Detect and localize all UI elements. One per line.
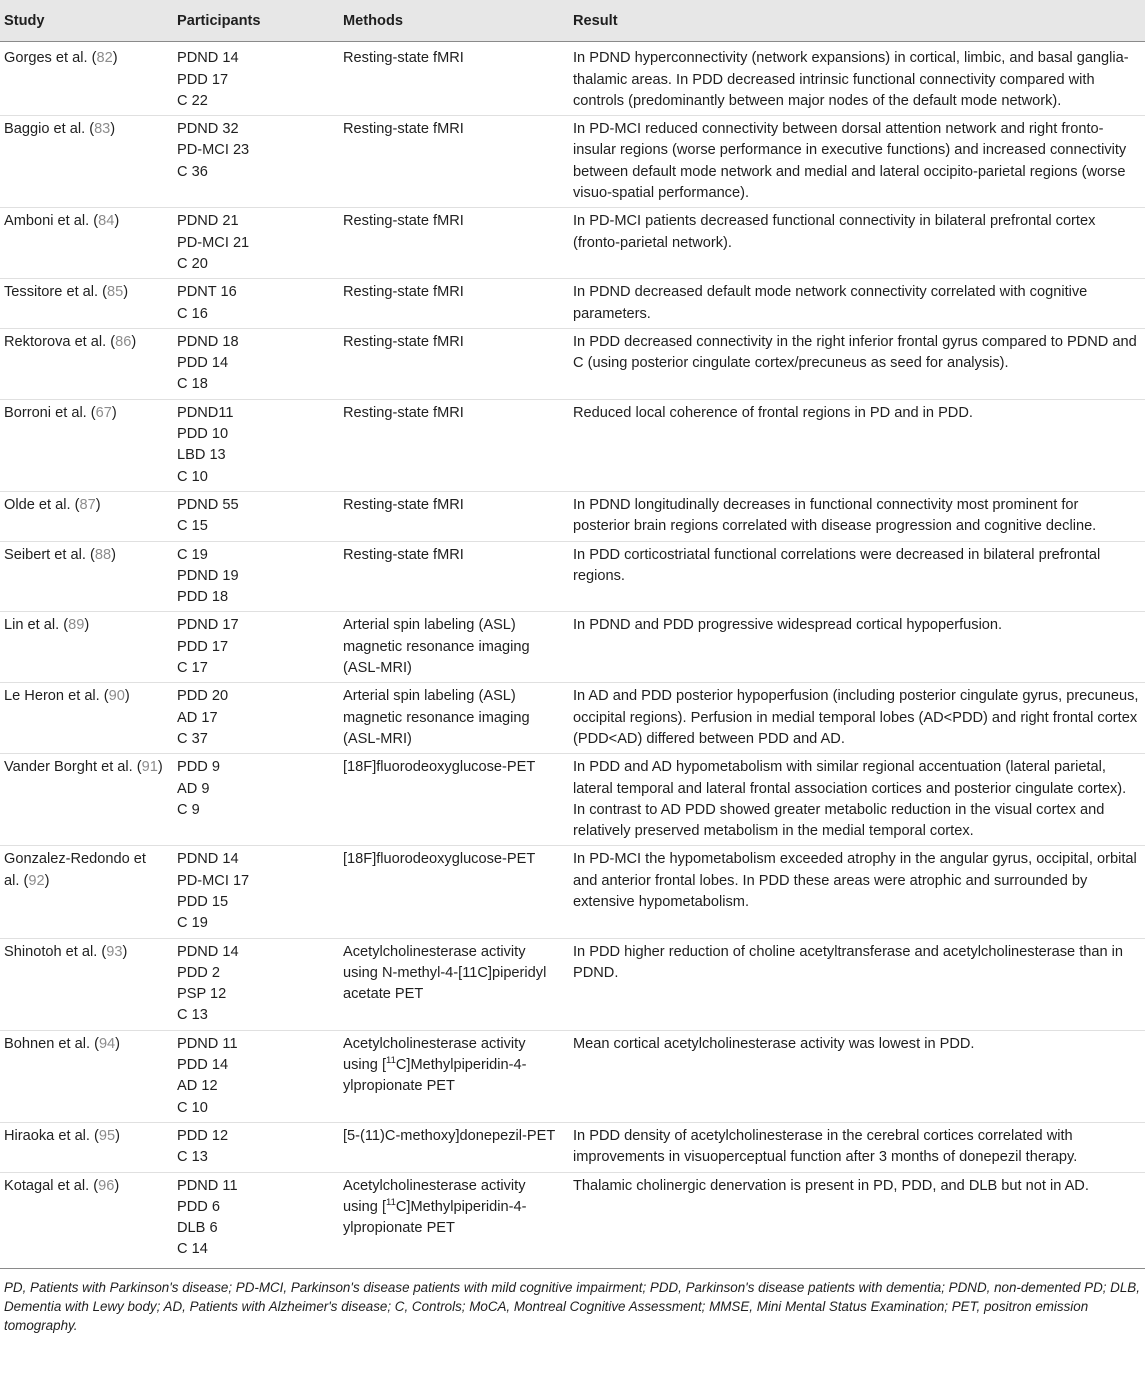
participant-group: C 18 <box>177 376 208 393</box>
participant-group: PDND 14 <box>177 851 239 868</box>
study-cell: Tessitore et al. (85) <box>0 279 171 329</box>
participants-cell <box>171 938 337 1030</box>
participants-cell <box>171 116 337 208</box>
study-name: Olde et al. <box>4 496 71 513</box>
participant-group: PDD 17 <box>177 638 229 655</box>
table-row <box>0 279 1145 329</box>
reference-link[interactable]: 82 <box>96 50 113 67</box>
study-cell: Gorges et al. (82) <box>4 50 118 67</box>
study-cell: Borroni et al. (67) <box>0 399 171 491</box>
study-cell: Seibert et al. (88) <box>0 541 171 612</box>
reference-link[interactable]: 95 <box>98 1127 116 1144</box>
study-name: Kotagal et al. <box>4 1177 90 1194</box>
table-row <box>0 754 1145 846</box>
reference-link[interactable]: 84 <box>98 213 115 230</box>
reference-link[interactable]: 67 <box>95 404 112 421</box>
methods-cell: Resting-state fMRI <box>337 116 567 208</box>
study-name: Lin et al. <box>4 617 60 634</box>
study-cell: Hiraoka et al. (95) <box>0 1122 171 1172</box>
header-participants: Participants <box>171 0 337 42</box>
participant-group: PDND11 <box>177 404 234 421</box>
reference-link[interactable]: 91 <box>141 759 158 776</box>
participant-group: PDD 2 <box>177 964 220 981</box>
result-cell: In PDD and AD hypometabolism with similar regional accentuation (lateral parietal, lateral temporal and lateral frontal association cortices and posterior cingulate cortex). In contrast to AD PDD showed greater metabolic reduction in the visual cortex and relatively preserved metabolism in the medial temporal cortex. <box>567 754 1145 846</box>
methods-cell: Arterial spin labeling (ASL) magnetic resonance imaging (ASL-MRI) <box>337 612 567 683</box>
reference-link[interactable]: 89 <box>68 617 85 634</box>
result-cell: In AD and PDD posterior hypoperfusion (including posterior cingulate gyrus, precuneus, occipital regions). Perfusion in medial temporal lobes (AD<PDD) and right frontal cortex (PDD<AD) differed between PDD and AD. <box>567 683 1145 754</box>
header-methods: Methods <box>337 0 567 42</box>
methods-text: Acetylcholinesterase activity using [ <box>343 1035 526 1074</box>
participant-group: C 37 <box>177 730 208 747</box>
participant-group: PD-MCI 21 <box>177 234 250 251</box>
participant-group: AD 12 <box>177 1078 218 1095</box>
table-row <box>0 683 1145 754</box>
participant-group: PDD 10 <box>177 426 229 443</box>
study-name: Le Heron et al. <box>4 688 100 705</box>
participant-group: PDND 19 <box>177 567 239 584</box>
table-header <box>0 0 1145 42</box>
participant-group: PDND 11 <box>177 1035 238 1052</box>
reference-link[interactable]: 92 <box>28 872 45 889</box>
study-name: Hiraoka et al. <box>4 1127 90 1144</box>
methods-cell: [18F]fluorodeoxyglucose-PET <box>337 846 567 938</box>
study-cell: Amboni et al. (84) <box>0 208 171 279</box>
study-cell: Bohnen et al. (94) <box>0 1030 171 1122</box>
header-row <box>0 0 1145 42</box>
participant-group: AD 9 <box>177 780 210 797</box>
study-cell: Gonzalez-Redondo et al. (92) <box>0 846 171 938</box>
participant-group: PDD 18 <box>177 589 229 606</box>
study-cell: Lin et al. (89) <box>0 612 171 683</box>
reference-link[interactable]: 86 <box>115 333 132 350</box>
reference-link[interactable]: 93 <box>106 943 123 960</box>
participant-group: C 20 <box>177 255 208 272</box>
study-name: Amboni et al. <box>4 213 90 230</box>
methods-text: Acetylcholinesterase activity using [ <box>343 1177 526 1215</box>
methods-cell: Resting-state fMRI <box>337 541 567 612</box>
participant-group: C 19 <box>177 546 208 563</box>
participant-group: PDND 14 <box>177 943 239 960</box>
participant-group: C 14 <box>177 1241 208 1258</box>
participant-group: PDD 14 <box>177 355 229 372</box>
participant-group: C 16 <box>177 305 208 322</box>
participant-group: PDD 9 <box>177 759 220 776</box>
participants-cell <box>171 208 337 279</box>
study-cell: Shinotoh et al. (93) <box>0 938 171 1030</box>
participant-group: PDND 21 <box>177 213 239 230</box>
study-cell: Kotagal et al. (96) <box>0 1172 171 1268</box>
study-name: Rektorova et al. <box>4 333 107 350</box>
methods-cell <box>337 1030 567 1122</box>
participant-group: PDND 55 <box>177 496 239 513</box>
participant-group: C 13 <box>177 1007 208 1024</box>
result-cell: In PDD higher reduction of choline acetyltransferase and acetylcholinesterase than in PDND. <box>567 938 1145 1030</box>
study-name: Gorges et al. <box>4 50 88 67</box>
methods-text: C]Methylpiperidin-4-ylpropionate PET <box>343 1057 527 1095</box>
study-cell: Le Heron et al. (90) <box>0 683 171 754</box>
table-row <box>0 1122 1145 1172</box>
study-name: Baggio et al. <box>4 121 86 138</box>
study-name: Bohnen et al. <box>4 1035 91 1052</box>
result-cell: In PDND decreased default mode network connectivity correlated with cognitive parameters. <box>567 279 1145 329</box>
reference-link[interactable]: 85 <box>107 284 124 301</box>
methods-cell: [18F]fluorodeoxyglucose-PET <box>337 754 567 846</box>
result-cell: In PDND and PDD progressive widespread cortical hypoperfusion. <box>567 612 1145 683</box>
participants-cell <box>171 491 337 541</box>
participant-group: AD 17 <box>177 709 218 726</box>
methods-cell: Acetylcholinesterase activity using N-methyl-4-[11C]piperidyl acetate PET <box>337 938 567 1030</box>
study-name: Vander Borght et al. <box>4 759 133 776</box>
participant-group: C 10 <box>177 1099 208 1116</box>
participant-group: PDND 32 <box>177 121 239 138</box>
participants-cell <box>171 328 337 399</box>
participants-cell <box>171 1030 337 1122</box>
participants-cell <box>171 612 337 683</box>
participants-cell <box>171 846 337 938</box>
header-result: Result <box>567 0 1145 42</box>
participants-cell <box>171 1172 337 1268</box>
isotope-superscript: 11 <box>386 1055 396 1067</box>
result-cell: In PD-MCI reduced connectivity between dorsal attention network and right fronto-insular regions (worse performance in executive functions) and increased connectivity between default mode network and medial and lateral occipito-parietal regions (worse visuo-spatial performance). <box>567 116 1145 208</box>
table-row <box>0 846 1145 938</box>
result-cell: In PDD decreased connectivity in the right inferior frontal gyrus compared to PDND and C (using posterior cingulate cortex/precuneus as seed for analysis). <box>567 328 1145 399</box>
table-row <box>0 116 1145 208</box>
study-cell: Vander Borght et al. (91) <box>0 754 171 846</box>
participant-group: C 22 <box>177 92 208 109</box>
participant-group: PDD 6 <box>177 1198 220 1215</box>
result-cell: In PDND longitudinally decreases in functional connectivity most prominent for posterior brain regions correlated with disease progression and cognitive decline. <box>567 491 1145 541</box>
participant-group: PDD 15 <box>177 893 229 910</box>
participant-group: C 36 <box>177 163 208 180</box>
study-name: Gonzalez-Redondo et al. <box>4 851 146 889</box>
participants-cell <box>171 279 337 329</box>
header-study: Study <box>0 0 171 42</box>
methods-text: C]Methylpiperidin-4-ylpropionate PET <box>343 1198 527 1237</box>
table-body <box>0 42 1145 1268</box>
participant-group: PDND 17 <box>177 617 239 634</box>
participants-cell <box>171 399 337 491</box>
table-row <box>0 1172 1145 1268</box>
participant-group: PDD 20 <box>177 688 229 705</box>
reference-link[interactable]: 94 <box>98 1035 116 1052</box>
participant-group: C 9 <box>177 801 200 818</box>
participants-cell <box>171 541 337 612</box>
reference-link[interactable]: 88 <box>94 546 112 563</box>
methods-cell: Resting-state fMRI <box>337 279 567 329</box>
result-cell: In PDD corticostriatal functional correlations were decreased in bilateral prefrontal regions. <box>567 541 1145 612</box>
participant-group: PDD 14 <box>177 1057 229 1074</box>
study-name: Seibert et al. <box>4 546 86 563</box>
participant-group: C 15 <box>177 518 208 535</box>
table-row <box>0 1030 1145 1122</box>
participant-group: DLB 6 <box>177 1220 218 1237</box>
methods-cell: Resting-state fMRI <box>337 328 567 399</box>
participant-group: PDD 12 <box>177 1127 229 1144</box>
study-name: Shinotoh et al. <box>4 943 98 960</box>
study-name: Borroni et al. <box>4 404 87 421</box>
table-footnote: PD, Patients with Parkinson's disease; PD-MCI, Parkinson's disease patients with mild cognitive impairment; PDD, Parkinson's disease patients with dementia; PDND, non-demented PD; DLB, Dementia with Lewy body; AD, Patients with Alzheimer's disease; C, Controls; MoCA, Montreal Cognitive Assessment; MMSE, Mini Mental Status Examination; PET, positron emission tomography. <box>4 1279 1140 1333</box>
table-row <box>0 42 1145 116</box>
table-row <box>0 612 1145 683</box>
table-row <box>0 208 1145 279</box>
table-row <box>0 399 1145 491</box>
result-cell: In PD-MCI the hypometabolism exceeded atrophy in the angular gyrus, occipital, orbital and anterior frontal lobes. In PDD these areas were atrophic and surrounded by extensive hypometabolism. <box>567 846 1145 938</box>
methods-cell: Resting-state fMRI <box>337 491 567 541</box>
participant-group: PDD 17 <box>177 71 229 88</box>
reference-link[interactable]: 83 <box>94 121 111 138</box>
methods-cell: Resting-state fMRI <box>337 399 567 491</box>
participant-group: PDND 14 <box>177 50 239 67</box>
participant-group: LBD 13 <box>177 447 226 464</box>
study-cell: Rektorova et al. (86) <box>0 328 171 399</box>
study-name: Tessitore et al. <box>4 284 99 301</box>
table-row <box>0 541 1145 612</box>
result-cell: In PD-MCI patients decreased functional connectivity in bilateral prefrontal cortex (fronto-parietal network). <box>567 208 1145 279</box>
table-row <box>0 491 1145 541</box>
participant-group: PD-MCI 17 <box>177 872 250 889</box>
reference-link[interactable]: 87 <box>79 496 96 513</box>
participant-group: PDNT 16 <box>177 284 237 301</box>
reference-link[interactable]: 96 <box>98 1177 115 1194</box>
methods-cell: [5-(11)C-methoxy]donepezil-PET <box>337 1122 567 1172</box>
study-cell: Baggio et al. (83) <box>0 116 171 208</box>
participant-group: C 19 <box>177 915 208 932</box>
table-row <box>0 938 1145 1030</box>
study-cell: Olde et al. (87) <box>0 491 171 541</box>
participant-group: PD-MCI 23 <box>177 142 250 159</box>
participants-cell <box>171 42 337 116</box>
participant-group: PDND 18 <box>177 333 239 350</box>
result-cell: Thalamic cholinergic denervation is present in PD, PDD, and DLB but not in AD. <box>567 1172 1145 1268</box>
result-cell: Reduced local coherence of frontal regions in PD and in PDD. <box>567 399 1145 491</box>
participant-group: C 13 <box>177 1149 208 1166</box>
methods-cell: Arterial spin labeling (ASL) magnetic resonance imaging (ASL-MRI) <box>337 683 567 754</box>
reference-link[interactable]: 90 <box>108 688 125 705</box>
table-row <box>0 328 1145 399</box>
participant-group: C 10 <box>177 468 208 485</box>
participants-cell <box>171 754 337 846</box>
participants-cell <box>171 683 337 754</box>
participant-group: C 17 <box>177 660 208 677</box>
isotope-superscript: 11 <box>386 1196 396 1208</box>
methods-cell: Resting-state fMRI <box>343 50 464 67</box>
participant-group: PDND 11 <box>177 1177 238 1194</box>
methods-cell <box>337 1172 567 1268</box>
result-cell: In PDND hyperconnectivity (network expansions) in cortical, limbic, and basal ganglia-thalamic areas. In PDD decreased intrinsic functional connectivity compared with controls (predominantly between major nodes of the default mode network). <box>573 50 1129 109</box>
methods-cell: Resting-state fMRI <box>337 208 567 279</box>
result-cell: In PDD density of acetylcholinesterase in the cerebral cortices correlated with improvements in visuoperceptual function after 3 months of donepezil therapy. <box>567 1122 1145 1172</box>
result-cell: Mean cortical acetylcholinesterase activity was lowest in PDD. <box>567 1030 1145 1122</box>
participants-cell <box>171 1122 337 1172</box>
participant-group: PSP 12 <box>177 986 227 1003</box>
